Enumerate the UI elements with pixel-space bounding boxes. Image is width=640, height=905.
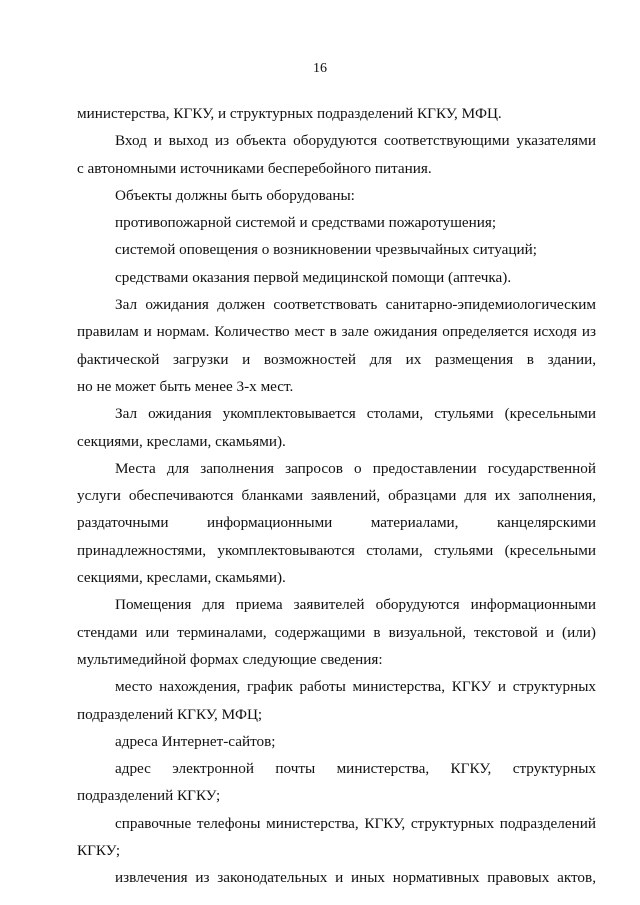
text-line: системой оповещения о возникновении чрезвычайных ситуаций; (115, 241, 537, 259)
text-line: Помещения для приема заявителей оборудуются информационными (115, 596, 596, 614)
text-line: принадлежностями, укомплектовываются столами, стульями (кресельными (77, 541, 596, 559)
text-line: извлечения из законодательных и иных нормативных правовых актов, (115, 869, 596, 887)
text-line: Места для заполнения запросов о предоставлении государственной (115, 459, 596, 477)
text-line: подразделений КГКУ; (77, 787, 221, 805)
text-line: адреса Интернет-сайтов; (115, 732, 276, 750)
text-line: стендами или терминалами, содержащими в визуальной, текстовой и (или) (77, 623, 596, 641)
text-line: Зал ожидания должен соответствовать санитарно-эпидемиологическим (115, 296, 596, 314)
text-line: Объекты должны быть оборудованы: (115, 186, 355, 204)
text-line: с автономными источниками бесперебойного питания. (77, 159, 432, 177)
text-line: раздаточными информационными материалами, канцелярскими (77, 514, 596, 532)
text-line: Зал ожидания укомплектовывается столами, стульями (кресельными (115, 405, 596, 423)
text-line: министерства, КГКУ, и структурных подразделений КГКУ, МФЦ. (77, 105, 502, 122)
text-line: место нахождения, график работы министерства, КГКУ и структурных (115, 678, 596, 696)
text-line: секциями, креслами, скамьями). (77, 569, 286, 587)
text-line: средствами оказания первой медицинской помощи (аптечка). (115, 268, 512, 286)
body-text (77, 100, 596, 892)
text-line: правилам и нормам. Количество мест в зале ожидания определяется исходя из (77, 323, 596, 341)
text-line: адрес электронной почты министерства, КГКУ, структурных (115, 760, 596, 778)
text-line: противопожарной системой и средствами пожаротушения; (115, 214, 497, 232)
text-line: Вход и выход из объекта оборудуются соответствующими указателями (115, 132, 596, 150)
page-number: 16 (313, 61, 327, 76)
text-line: но не может быть менее 3-х мест. (77, 377, 294, 395)
text-line: справочные телефоны министерства, КГКУ, структурных подразделений (115, 814, 596, 832)
text-line: подразделений КГКУ, МФЦ; (77, 705, 263, 723)
text-line: секциями, креслами, скамьями). (77, 432, 286, 450)
text-line: КГКУ; (77, 842, 121, 860)
text-line: мультимедийной формах следующие сведения: (77, 650, 383, 668)
text-line: фактической загрузки и возможностей для их размещения в здании, (77, 350, 596, 368)
text-line: услуги обеспечиваются бланками заявлений, образцами для их заполнения, (77, 487, 596, 505)
